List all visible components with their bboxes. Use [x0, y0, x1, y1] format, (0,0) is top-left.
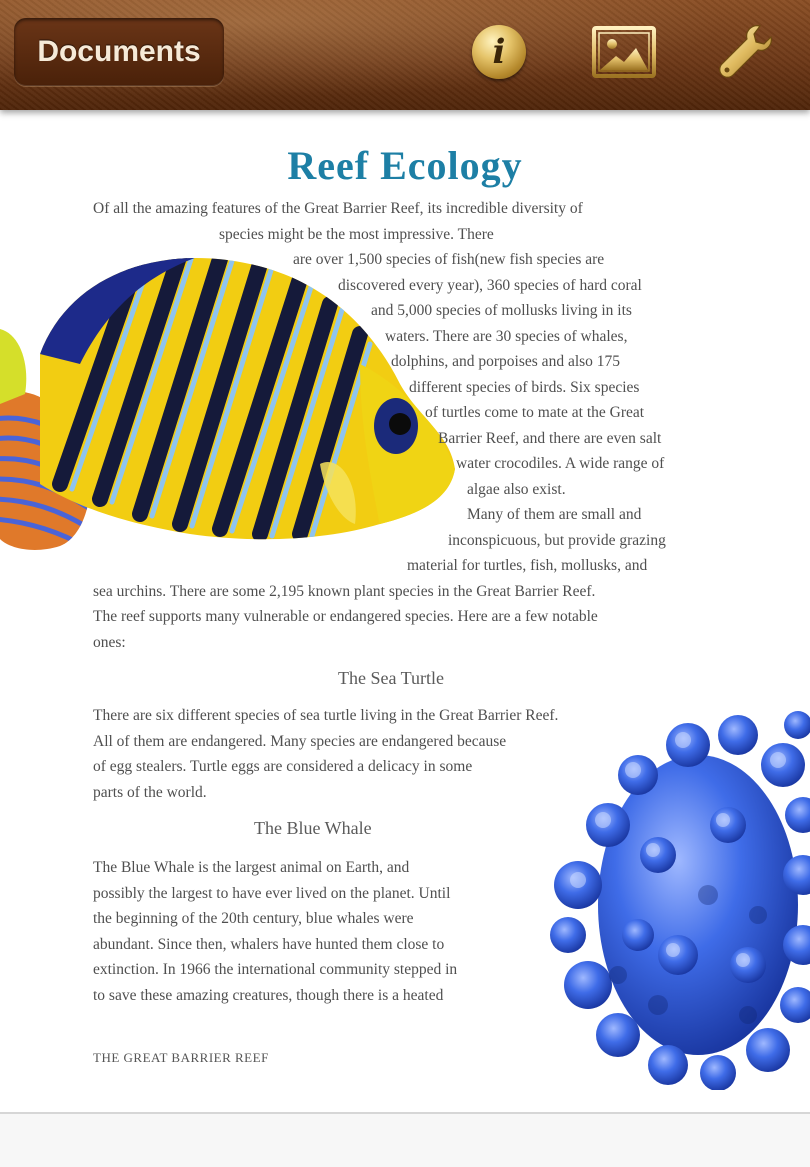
bottom-bar	[0, 1112, 810, 1167]
info-icon: i	[492, 32, 506, 72]
sea-turtle-paragraph	[93, 703, 558, 805]
intro-line: Of all the amazing features of the Great Barrier Reef, its incredible diversity of	[93, 200, 583, 217]
sea-turtle-line: There are six different species of sea turtle living in the Great Barrier Reef.	[93, 707, 559, 724]
intro-line: different species of birds. Six species	[409, 378, 640, 396]
page-title: Reef Ecology	[287, 143, 523, 188]
intro-line: water crocodiles. A wide range of	[456, 455, 665, 472]
section-heading-blue-whale: The Blue Whale	[254, 818, 372, 838]
intro-line: are over 1,500 species of fish(new fish species are	[293, 251, 605, 268]
intro-line: algae also exist.	[467, 480, 566, 498]
intro-line: ones:	[93, 633, 126, 651]
blue-whale-line: The Blue Whale is the largest animal on Earth, and	[93, 859, 410, 876]
intro-line: of turtles come to mate at the Great	[425, 404, 645, 421]
intro-line: species might be the most impressive. There	[219, 225, 494, 243]
top-toolbar	[0, 0, 810, 110]
intro-paragraph	[0, 196, 810, 655]
intro-line: dolphins, and porpoises and also 175	[391, 353, 621, 370]
sea-turtle-line: parts of the world.	[93, 783, 207, 801]
sea-turtle-line: All of them are endangered. Many species are endangered because	[93, 732, 507, 750]
image-icon[interactable]	[592, 26, 656, 78]
documents-button[interactable]: Documents	[14, 18, 224, 86]
sea-turtle-line: of egg stealers. Turtle eggs are considered a delicacy in some	[93, 758, 473, 775]
intro-line: material for turtles, fish, mollusks, and	[407, 557, 648, 574]
intro-line: Barrier Reef, and there are even salt	[438, 429, 662, 447]
blue-whale-paragraph	[93, 855, 457, 1008]
blue-whale-line: abundant. Since then, whalers have hunted them close to	[93, 935, 445, 953]
blue-whale-line: the beginning of the 20th century, blue whales were	[93, 910, 414, 927]
intro-line: The reef supports many vulnerable or endangered species. Here are a few notable	[93, 608, 598, 625]
wrench-icon[interactable]	[716, 22, 776, 82]
section-heading-sea-turtle: The Sea Turtle	[338, 668, 444, 688]
intro-line: sea urchins. There are some 2,195 known plant species in the Great Barrier Reef.	[93, 582, 596, 600]
intro-line: inconspicuous, but provide grazing	[448, 531, 666, 549]
intro-line: and 5,000 species of mollusks living in its	[371, 302, 632, 319]
blue-whale-line: extinction. In 1966 the international community stepped in	[93, 961, 458, 978]
blue-whale-line: to save these amazing creatures, though there is a heated	[93, 986, 444, 1004]
intro-line: discovered every year), 360 species of hard coral	[338, 276, 642, 294]
info-button[interactable]	[472, 25, 526, 79]
intro-line: Many of them are small and	[467, 506, 642, 523]
blue-whale-line: possibly the largest to have ever lived on the planet. Until	[93, 884, 451, 902]
document-page	[0, 110, 810, 1112]
intro-line: waters. There are 30 species of whales,	[385, 327, 628, 345]
blue-coral-image	[548, 705, 810, 1090]
document-footer: THE GREAT BARRIER REEF	[93, 1050, 269, 1065]
